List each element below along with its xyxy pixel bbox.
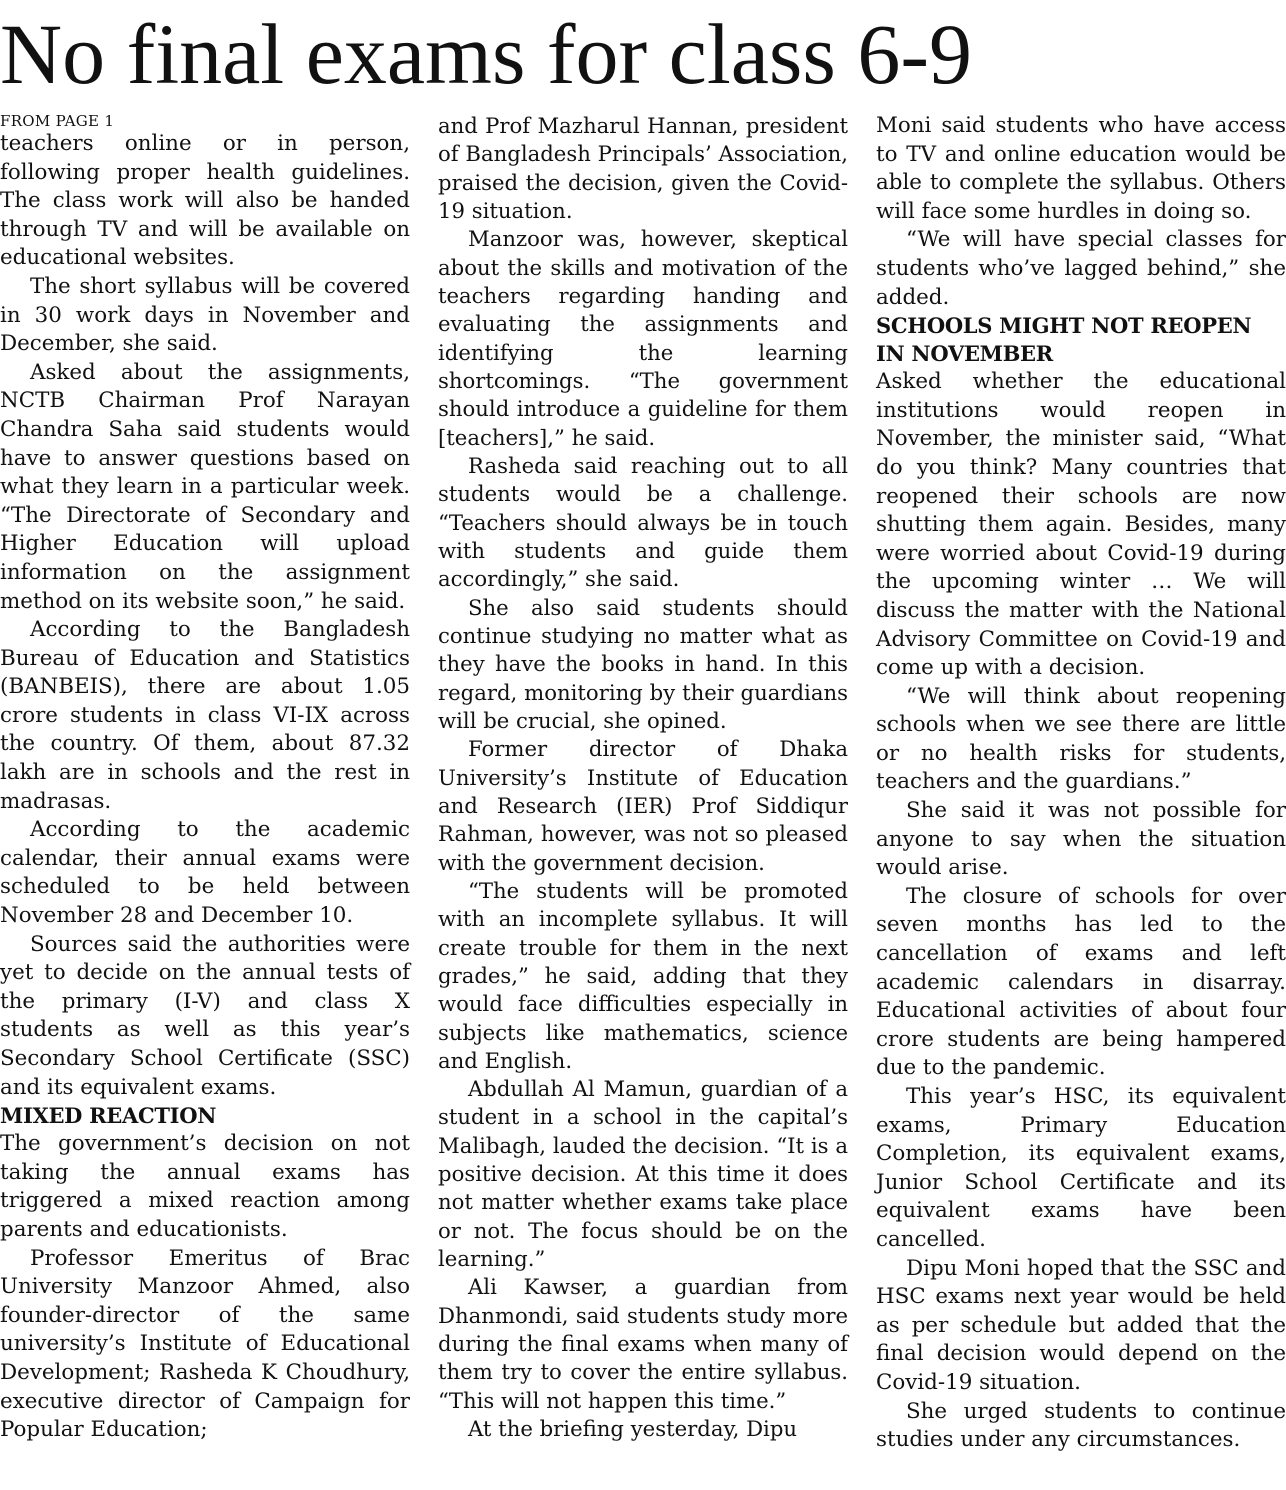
body-paragraph: Asked whether the educational institutions would reopen in November, the minister said, “What do you think? Many countries that reopened their schools are now shutting them again. Besides, many were worried about Covid-19 during the upcoming winter … We will discuss the matter with the National Advisory Committee on Covid-19 and come up with a decision. (876, 369, 1286, 681)
body-paragraph: Moni said students who have access to TV and online education would be able to complete the syllabus. Others will face some hurdles in doing so. (876, 113, 1286, 224)
body-paragraph: According to the Bangladesh Bureau of Education and Statistics (BANBEIS), there are about 1.05 crore students in class VI-IX across the country. Of them, about 87.32 lakh are in schools and the rest in madrasas. (0, 617, 410, 814)
body-paragraph: “We will have special classes for students who’ve lagged behind,” she added. (876, 227, 1286, 310)
body-paragraph: She urged students to continue studies under any circumstances. (876, 1398, 1286, 1453)
body-paragraph: Dipu Moni hoped that the SSC and HSC exams next year would be held as per schedule but added that the final decision would depend on the Covid-19 situation. (876, 1255, 1286, 1395)
body-paragraph: “We will think about reopening schools when we see there are little or no health risks for students, teachers and the guardians.” (876, 683, 1286, 795)
headline: No final exams for class 6-9 (0, 6, 972, 102)
body-paragraph: and Prof Mazharul Hannan, president of Bangladesh Principals’ Association, praised the decision, given the Covid-19 situation. (438, 113, 848, 223)
body-paragraph: The closure of schools for over seven months has led to the cancellation of exams and left academic calendars in disarray. Educational activities of about four crore students are being hampered due to the pandemic. (876, 883, 1286, 1081)
body-paragraph: teachers online or in person, following proper health guidelines. The class work will also be handed through TV and will be available on educational websites. (0, 131, 410, 271)
section-subhead: MIXED REACTION (0, 1103, 217, 1129)
body-paragraph: The government’s decision on not taking the annual exams has triggered a mixed reaction among parents and educationists. (0, 1131, 410, 1242)
article-column-3 (876, 112, 1286, 1455)
jump-label: FROM PAGE 1 (0, 112, 115, 130)
body-paragraph: Rasheda said reaching out to all students would be a challenge. “Teachers should always be in touch with students and guide them accordingly,” she said. (438, 452, 848, 592)
body-paragraph: Abdullah Al Mamun, guardian of a student in a school in the capital’s Malibagh, lauded the decision. “It is a positive decision. At this time it does not matter whether exams take place or not. The focus should be on the learning.” (438, 1076, 848, 1272)
body-paragraph: Asked about the assignments, NCTB Chairman Prof Narayan Chandra Saha said students would have to answer questions based on what they learn in a particular week. “The Directorate of Secondary and Higher Education will upload information on the assignment method on its website soon,” he said. (0, 359, 410, 614)
body-paragraph: Ali Kawser, a guardian from Dhanmondi, said students study more during the final exams when many of them try to cover the entire syllabus. “This will not happen this time.” (438, 1274, 848, 1413)
body-paragraph: She said it was not possible for anyone to say when the situation would arise. (876, 798, 1286, 881)
body-paragraph: Former director of Dhaka University’s Institute of Education and Research (IER) Prof Siddiqur Rahman, however, was not so pleased with the government decision. (438, 736, 848, 875)
body-paragraph: Manzoor was, however, skeptical about the skills and motivation of the teachers regarding handing and evaluating the assignments and identifying the learning shortcomings. “The government should introduce a guideline for them [teachers],” he said. (438, 226, 848, 450)
body-paragraph: At the briefing yesterday, Dipu (468, 1416, 798, 1442)
article-column-2 (438, 112, 848, 1443)
body-paragraph: Sources said the authorities were yet to decide on the annual tests of the primary (I-V) and class X students as well as this year’s Secondary School Certificate (SSC) and its equivalent exams. (0, 931, 410, 1100)
body-paragraph: This year’s HSC, its equivalent exams, Primary Education Completion, its equivalent exams, Junior School Certificate and its equivalent exams have been cancelled. (876, 1084, 1286, 1252)
article-column-1 (0, 112, 410, 1445)
body-paragraph: The short syllabus will be covered in 30 work days in November and December, she said. (0, 273, 410, 357)
body-paragraph: “The students will be promoted with an incomplete syllabus. It will create trouble for them in the next grades,” he said, adding that they would face difficulties especially in subjects like mathematics, science and English. (438, 877, 848, 1073)
body-paragraph: She also said students should continue studying no matter what as they have the books in hand. In this regard, monitoring by their guardians will be crucial, she opined. (438, 594, 848, 733)
body-paragraph: Professor Emeritus of Brac University Manzoor Ahmed, also founder-director of the same university’s Institute of Educational Development; Rasheda K Choudhury, executive director of Campaign for Popular Education; (0, 1245, 410, 1443)
body-paragraph: According to the academic calendar, their annual exams were scheduled to be held between November 28 and December 10. (0, 817, 410, 929)
section-subhead: SCHOOLS MIGHT NOT REOPEN IN NOVEMBER (876, 313, 1252, 367)
